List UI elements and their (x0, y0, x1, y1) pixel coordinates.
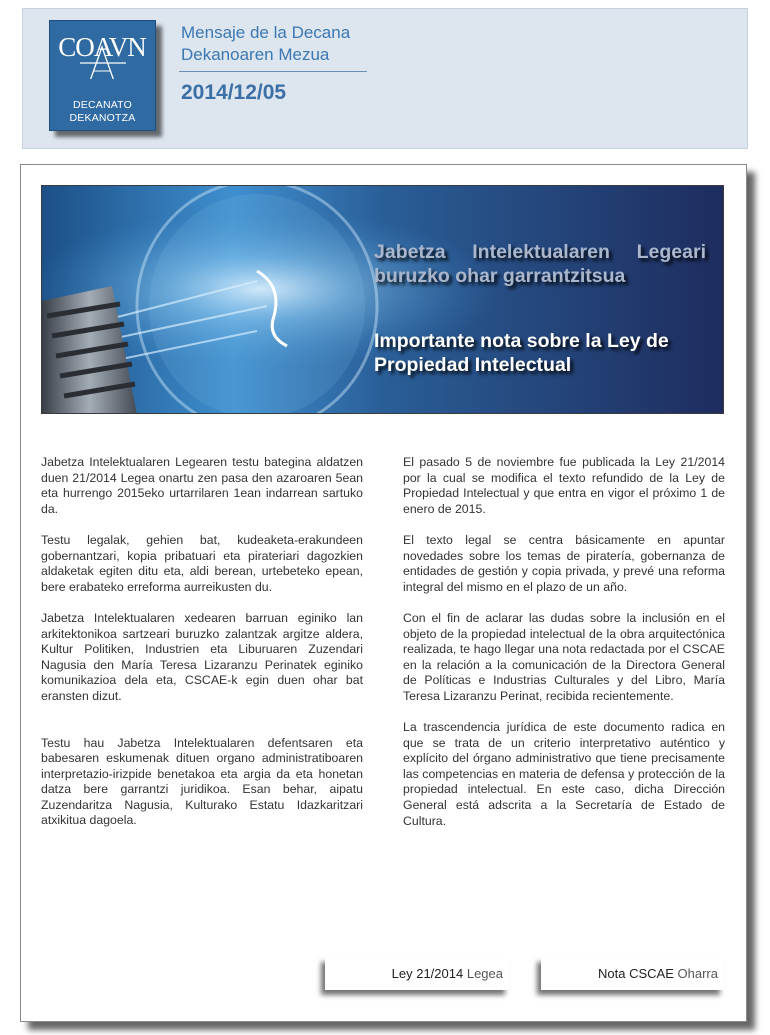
banner-title-eu: Jabetza Intelektualaren Legeari buruzko ohar garrantzitsua (374, 241, 706, 287)
paragraph-es-1: El pasado 5 de noviembre fue publicada la Ley 21/2014 por la cual se modifica el texto refundido de la Ley de Propiedad Intelectual y que entra en vigor el próximo 1 de enero de 2015. (403, 455, 725, 516)
svg-text:COAVN: COAVN (58, 32, 146, 62)
paragraph-es-2: El texto legal se centra básicamente en apuntar novedades sobre los temas de piratería, gobernanza de entidades de gestión y copia privada, y prevé una reforma integral del mismo en el plazo de un año. (403, 532, 725, 594)
column-spanish (403, 455, 725, 845)
ley-link-label: Ley 21/2014 (391, 966, 464, 981)
newsletter-body (20, 164, 747, 1022)
paragraph-es-4: La trascendencia jurídica de este documento radica en que se trata de un criterio interpretativo auténtico y explícito del órgano administrativo que tiene precisamente las competencias en materia de defensa y protección de la propiedad intelectual. En este caso, dicha Dirección General está adscrita a la Secretaría de Estado de Cultura. (403, 720, 725, 828)
paragraph-eu-2: Testu legalak, gehien bat, kudeaketa-erakundeen gobernantzari, kopia pribatuari eta pirateriari dagozkien aldaketak egiten ditu eta, aldi berean, urtebeteko epean, bere erabateko erreforma aurreikusten du. (41, 532, 363, 594)
light-bulb-icon (42, 186, 724, 414)
column-basque (41, 455, 363, 845)
issue-date: 2014/12/05 (181, 81, 287, 104)
title-eu: Dekanoaren Mezua (181, 45, 330, 64)
logo-caption (50, 99, 155, 125)
page-title (181, 22, 350, 66)
title-divider (179, 71, 367, 72)
paragraph-eu-1: Jabetza Intelektualaren Legearen testu bategina aldatzen duen 21/2014 Legea onartu zen pasa den azaroaren 5ean eta hurrengo 2015eko urtarrilaren 1ean indarrean sartuko da. (41, 455, 363, 516)
paragraph-eu-4: Testu hau Jabetza Intelektualaren defentsaren eta babesaren eskumenak dituen organo administratiboaren interpretazio-irizpide benetakoa eta argia da eta honetan datza bere garrantzi juridikoa. Esan behar, aipatu Zuzendaritza Nagusia, Kulturako Estatu Idazkaritzari atxikitua dagoela. (41, 735, 363, 828)
nota-link-label: Nota CSCAE (598, 966, 674, 981)
coavn-logo-icon (50, 29, 155, 79)
paragraph-eu-3: Jabetza Intelektualaren xedearen barruan eginiko lan arkitektonikoa sartzeari buruzko zalantzak argitze aldera, Kultur Politiken, Industrien eta Liburuaren Zuzendari Nagusia den María Teresa Lizaranzu Perinatek eginiko komunikazioa dela eta, CSCAE-k egin duen ohar bat eransten dizut. (41, 610, 363, 703)
logo-caption-line2: DEKANOTZA (69, 112, 136, 124)
nota-link-suffix: Oharra (677, 966, 718, 981)
nota-link-tab[interactable] (541, 957, 724, 990)
ley-link-suffix: Legea (466, 966, 503, 981)
logo-caption-line1: DECANATO (73, 99, 132, 111)
banner-title-es: Importante nota sobre la Ley de Propiedad Intelectual (374, 330, 669, 376)
coavn-logo[interactable] (49, 20, 156, 131)
hero-banner (41, 185, 724, 414)
ley-link-tab[interactable] (325, 957, 509, 990)
title-es: Mensaje de la Decana (181, 23, 351, 42)
header-band (22, 8, 748, 149)
paragraph-es-3: Con el fin de aclarar las dudas sobre la inclusión en el objeto de la propiedad intelectual de la obra arquitectónica realizada, te hago llegar una nota redactada por el CSCAE en la relación a la comunicación de la Directora General de Políticas e Industrias Culturales y del Libro, María Teresa Lizaranzu Perinat, recibida recientemente. (403, 610, 725, 703)
